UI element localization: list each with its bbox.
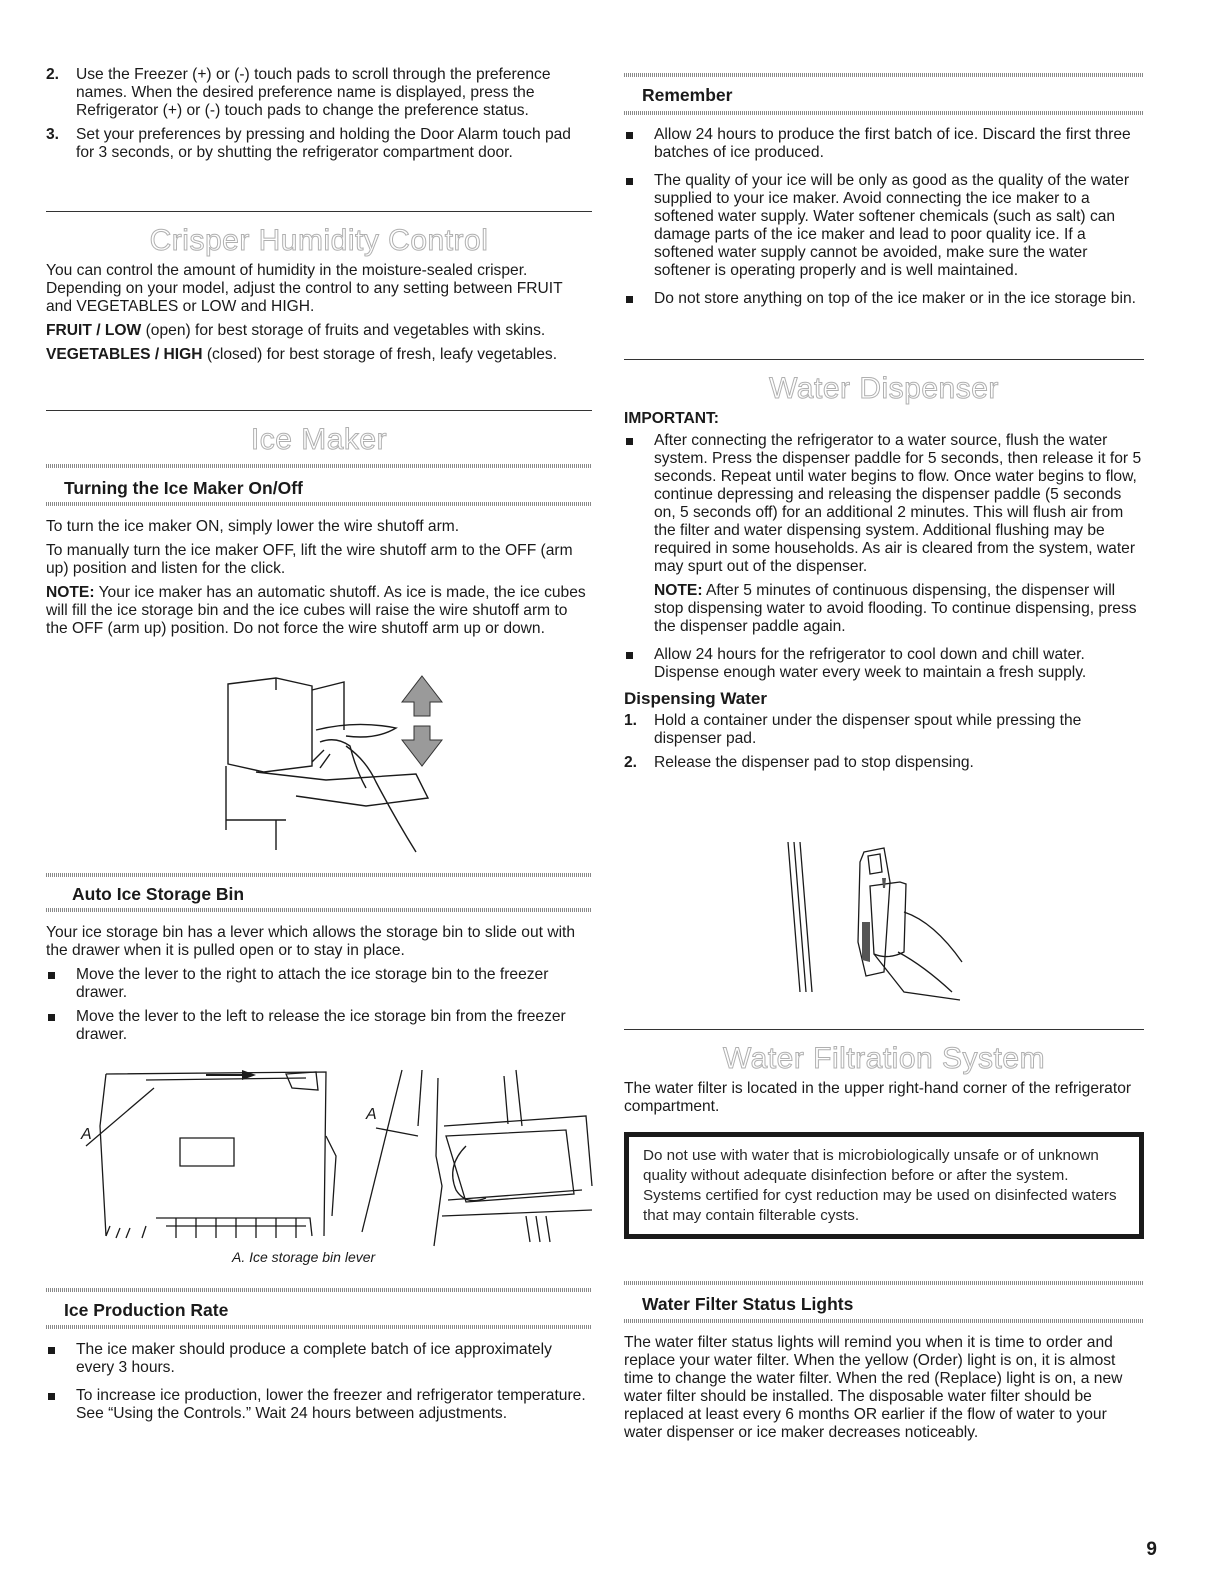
auto-bin-heading: Auto Ice Storage Bin — [72, 884, 245, 904]
remember-bullet — [624, 290, 1144, 308]
bullet-text: Allow 24 hours to produce the first batch of ice. Discard the first three batches of ice produced. — [654, 126, 1131, 161]
ice-maker-title: Ice Maker — [250, 423, 388, 456]
bullet-square — [626, 132, 633, 139]
auto-bin-bullet — [46, 966, 592, 1002]
ice-maker-body — [46, 518, 592, 644]
section-divider — [624, 1029, 1144, 1030]
veg-label: VEGETABLES / HIGH — [46, 346, 203, 363]
hatch-divider — [46, 1288, 592, 1292]
status-body — [624, 1334, 1144, 1448]
page-number: 9 — [1146, 1539, 1157, 1560]
fruit-setting — [46, 322, 592, 340]
dispensing-step — [624, 754, 1144, 772]
filtration-body — [624, 1080, 1144, 1122]
bullet-square — [48, 1014, 55, 1021]
bullet-text: After connecting the refrigerator to a water source, flush the water system. Press the dispenser paddle for 5 seconds, then release it for 5 seconds. Repeat until water begins to flow. Once water begins to flow, continue depressing and releasing the dispenser paddle (5 seconds on, 5 seconds off) for an additional 2 minutes. This will flush air from the filter and water dispensing system. Additional flushing may be required in some households. As air is cleared from the system, water may spurt out of the dispenser. — [654, 432, 1142, 575]
hatch-divider — [46, 464, 592, 468]
ice-maker-on: To turn the ice maker ON, simply lower the wire shutoff arm. — [46, 518, 460, 535]
filtration-warning-box — [624, 1132, 1144, 1239]
ice-bin-illustration — [46, 1066, 592, 1246]
dispensing-water-heading: Dispensing Water — [624, 689, 767, 708]
note-text: After 5 minutes of continuous dispensing, the dispenser will stop dispensing water to avoid flooding. To continue dispensing, press the dispenser paddle again. — [654, 582, 1137, 635]
step-text: Set your preferences by pressing and holding the Door Alarm touch pad for 3 seconds, or by shutting the refrigerator compartment door. — [76, 126, 571, 161]
important-label: IMPORTANT: — [624, 410, 719, 427]
bullet-text: The quality of your ice will be only as good as the quality of the water supplied to your ice maker. Avoid connecting the ice maker to a softened water supply. Water softener chemicals (such as salt) can damage parts of the ice maker and lead to poor quality ice. If a softened water supply cannot be avoided, make sure the water softener is operating properly and is well maintained. — [654, 172, 1130, 279]
hatch-divider — [46, 908, 592, 912]
ice-maker-note — [46, 584, 592, 638]
production-bullet — [46, 1341, 592, 1377]
production-body — [46, 1341, 592, 1429]
crisper-title: Crisper Humidity Control — [149, 224, 489, 257]
bullet-text: To increase ice production, lower the freezer and refrigerator temperature. See “Using the Controls.” Wait 24 hours between adjustments. — [76, 1387, 586, 1422]
bullet-text: Do not store anything on top of the ice maker or in the ice storage bin. — [654, 290, 1136, 307]
dispensing-step — [624, 712, 1144, 748]
ice-maker-illustration — [216, 670, 466, 860]
bullet-text: Allow 24 hours for the refrigerator to cool down and chill water. Dispense enough water every week to maintain a fresh supply. — [654, 646, 1087, 681]
water-dispenser-title: Water Dispenser — [769, 372, 999, 405]
step-2 — [46, 66, 592, 120]
step-number: 2. — [46, 66, 60, 83]
step-number: 2. — [624, 754, 638, 771]
step-text: Release the dispenser pad to stop dispensing. — [654, 754, 974, 771]
bullet-square — [48, 1347, 55, 1354]
step-number: 3. — [46, 126, 60, 143]
note-label: NOTE: — [654, 582, 703, 599]
production-heading: Ice Production Rate — [64, 1300, 229, 1320]
veg-setting — [46, 346, 592, 364]
filtration-intro: The water filter is located in the upper right-hand corner of the refrigerator compartment. — [624, 1080, 1132, 1115]
section-divider — [46, 410, 592, 411]
turning-ice-maker-heading: Turning the Ice Maker On/Off — [64, 478, 303, 498]
bullet-square — [626, 178, 633, 185]
hatch-divider — [46, 873, 592, 877]
dispenser-body — [624, 410, 1144, 778]
filtration-warning-text: Do not use with water that is microbiologically unsafe or of unknown quality without adequate disinfection before or after the system. Systems certified for cyst reduction may be used on disinfected waters that may contain filterable cysts. — [643, 1147, 1117, 1224]
fruit-text: (open) for best storage of fruits and vegetables with skins. — [141, 322, 546, 339]
fruit-label: FRUIT / LOW — [46, 322, 142, 339]
bullet-square — [626, 438, 633, 445]
section-divider — [46, 211, 592, 212]
water-filtration-title: Water Filtration System — [722, 1042, 1046, 1075]
preference-steps — [46, 66, 592, 168]
remember-heading: Remember — [642, 85, 733, 105]
crisper-body — [46, 262, 592, 370]
auto-bin-bullet — [46, 1008, 592, 1044]
label-a-right: A — [366, 1106, 377, 1123]
hatch-divider — [46, 502, 592, 506]
note-label: NOTE: — [46, 584, 95, 601]
bullet-square — [48, 1393, 55, 1400]
hatch-divider — [624, 1319, 1144, 1323]
bullet-square — [626, 652, 633, 659]
step-text: Use the Freezer (+) or (-) touch pads to scroll through the preference names. When the desired preference name is displayed, press the Refrigerator (+) or (-) touch pads to change the preference status. — [76, 66, 551, 119]
label-a-left: A — [81, 1126, 92, 1143]
note-text: Your ice maker has an automatic shutoff. As ice is made, the ice cubes will fill the ice storage bin and the ice cubes will raise the wire shutoff arm to the OFF (arm up) position. Do not force the wire shutoff arm up or down. — [46, 584, 586, 637]
auto-bin-body — [46, 924, 592, 1050]
ice-maker-off: To manually turn the ice maker OFF, lift the wire shutoff arm to the OFF (arm up) position and listen for the click. — [46, 542, 573, 577]
dispenser-bullet — [624, 432, 1144, 576]
dispenser-note — [624, 582, 1144, 636]
production-bullet — [46, 1387, 592, 1423]
step-number: 1. — [624, 712, 638, 729]
dispenser-bullet — [624, 646, 1144, 682]
crisper-intro: You can control the amount of humidity in the moisture-sealed crisper. Depending on your model, adjust the control to any setting between FRUIT and VEGETABLES or LOW and HIGH. — [46, 262, 563, 315]
status-text: The water filter status lights will remind you when it is time to order and replace your water filter. When the yellow (Order) light is on, it is almost time to change the water filter. When the red (Replace) light is on, a new water filter should be installed. The disposable water filter should be replaced at least every 6 months OR earlier if the flow of water to your water dispenser or ice maker decreases noticeably. — [624, 1334, 1123, 1441]
step-text: Hold a container under the dispenser spout while pressing the dispenser pad. — [654, 712, 1082, 747]
veg-text: (closed) for best storage of fresh, leafy vegetables. — [202, 346, 558, 363]
section-divider — [624, 359, 1144, 360]
bin-lever-caption: A. Ice storage bin lever — [232, 1249, 376, 1265]
remember-body — [624, 126, 1144, 314]
bullet-square — [48, 972, 55, 979]
hatch-divider — [624, 111, 1144, 115]
remember-bullet — [624, 172, 1144, 280]
water-dispenser-illustration — [784, 842, 984, 1012]
bullet-text: Move the lever to the left to release the ice storage bin from the freezer drawer. — [76, 1008, 566, 1043]
bullet-text: Move the lever to the right to attach the ice storage bin to the freezer drawer. — [76, 966, 549, 1001]
hatch-divider — [46, 1325, 592, 1329]
bullet-text: The ice maker should produce a complete batch of ice approximately every 3 hours. — [76, 1341, 552, 1376]
auto-bin-intro: Your ice storage bin has a lever which allows the storage bin to slide out with the drawer when it is pulled open or to stay in place. — [46, 924, 576, 959]
hatch-divider — [624, 1281, 1144, 1285]
status-lights-heading: Water Filter Status Lights — [642, 1294, 854, 1314]
step-3 — [46, 126, 592, 162]
hatch-divider — [624, 73, 1144, 77]
bullet-square — [626, 296, 633, 303]
remember-bullet — [624, 126, 1144, 162]
